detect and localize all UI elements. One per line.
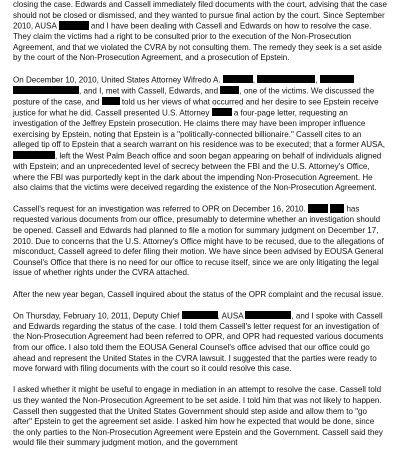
paragraph-text: After the new year began, Cassell inquired about the status of the OPR complaint and the recusal issue. xyxy=(13,289,384,299)
memo-paragraph xyxy=(13,290,387,301)
redaction-bar xyxy=(59,21,89,30)
redaction-bar xyxy=(13,151,55,160)
paragraph-text: told us her views of what occurred and her desire to see Epstein receive justice for what he did. Cassell presented U.S. Attorney xyxy=(13,97,379,118)
redaction-bar xyxy=(223,75,253,84)
memo-paragraph xyxy=(13,311,387,375)
redaction-bar xyxy=(102,97,120,106)
paragraph-text: , xyxy=(315,75,320,85)
redaction-bar xyxy=(320,75,354,84)
redaction-bar xyxy=(13,86,79,95)
memo-paragraph xyxy=(13,0,387,64)
paragraph-text: , left the West Palm Beach office and soon began appearing on behalf of individuals aligned with Epstein; and an unprecedented level of secrecy between the FBI and the U.S. Attorney's Office, where the FBI was purportedly kept in the dark about the impending Non-Prosecution Agreement. He also claims that the victims were deceived regarding the existence of the Non-Prosecution Agreement. xyxy=(13,151,382,193)
redaction-bar xyxy=(220,86,239,95)
paragraph-text: I asked whether it might be useful to engage in mediation in an attempt to resolve the case. Cassell told us they wanted the Non-Prosecution Agreement to be set aside. I told him that was not likely to happen. Cassell then suggested that the United States Government should step aside and allow them to "go after" Epstein to get the agreement set aside. I asked him how he expected that would be done, since the only parties to the Non-Prosecution Agreement were Epstein and the Government. Cassell said they would file their summary judgment motion, and the government xyxy=(13,385,383,448)
redaction-bar xyxy=(308,204,328,213)
redaction-bar xyxy=(330,204,344,213)
redaction-bar xyxy=(212,108,232,117)
paragraph-text: a four-page letter, requesting an investigation of the Jeffrey Epstein prosecution. He claims there may have been improper influence exercising by Epstein, noting that Epstein is a "politically-connected billionaire." Cassell cites to an alleged tip off to Epstein that a search warrant on his residence was to be executed; that a former AUSA, xyxy=(13,108,386,150)
paragraph-text: , and I spoke with Cassell and Edwards regarding the status of the case. I told them Cassell's letter request for an investigation of the Non-Prosecution Agreement had been referred to OPR, and OPR had requested various documents from our office. I also told them the EOUSA General Counsel's office advised that our office could go ahead and represent the United States in the CVRA lawsuit. I suggested that the parties were ready to move forward with filing documents with the court so it could resolve this case. xyxy=(13,311,384,374)
redaction-bar xyxy=(245,311,291,320)
paragraph-text: , AUSA xyxy=(217,311,246,321)
paragraph-text: , xyxy=(252,75,258,85)
memo-paragraph xyxy=(13,204,387,279)
paragraph-text: closing the case. Edwards and Cassell immediately filed documents with the court, advising that the case should not be closed or dismissed, and they wanted to pursue final action by the court. Since September 2010, AUSA xyxy=(13,0,387,31)
paragraph-text: and I have been dealing with Cassell and Edwards on how to resolve the case. They claim the victims had a right to be consulted prior to the execution of the Non-Prosecution Agreement, and that we violated the CVRA by not consulting them. The remedy they seek is a set aside by the court of the Non-Prosecution Agreement, and a prosecution of Epstein. xyxy=(13,21,382,63)
paragraph-text: Cassell's request for an investigation was referred to OPR on December 16, 2010. xyxy=(13,204,308,214)
memo-paragraph xyxy=(13,385,387,449)
paragraph-text: On December 10, 2010, United States Attorney Wifredo A. xyxy=(13,75,223,85)
paragraph-text: has requested various documents from our office, presumably to determine whether an investigation should be opened. Cassell and Edwards had planned to file a motion for summary judgment on December 17, 2010. Due to concerns that the U.S. Attorney's Office might have to be recused, due to the allegations of misconduct, Cassell agreed to defer filing their motion. We have since been advised by EOUSA General Counsel's Office that there is no need for our office to recuse itself, since we are only litigating the legal issue of whether rights under the CVRA attached. xyxy=(13,204,384,278)
redaction-bar xyxy=(257,75,315,84)
paragraph-text: , one of the victims. We discussed the posture of the case, and xyxy=(13,86,375,107)
paragraph-text: On Thursday, February 10, 2011, Deputy Chief xyxy=(13,311,182,321)
memo-paragraph xyxy=(13,75,387,194)
paragraph-text: , and I, met with Cassell, Edwards, and xyxy=(79,86,221,96)
redaction-bar xyxy=(182,311,218,320)
